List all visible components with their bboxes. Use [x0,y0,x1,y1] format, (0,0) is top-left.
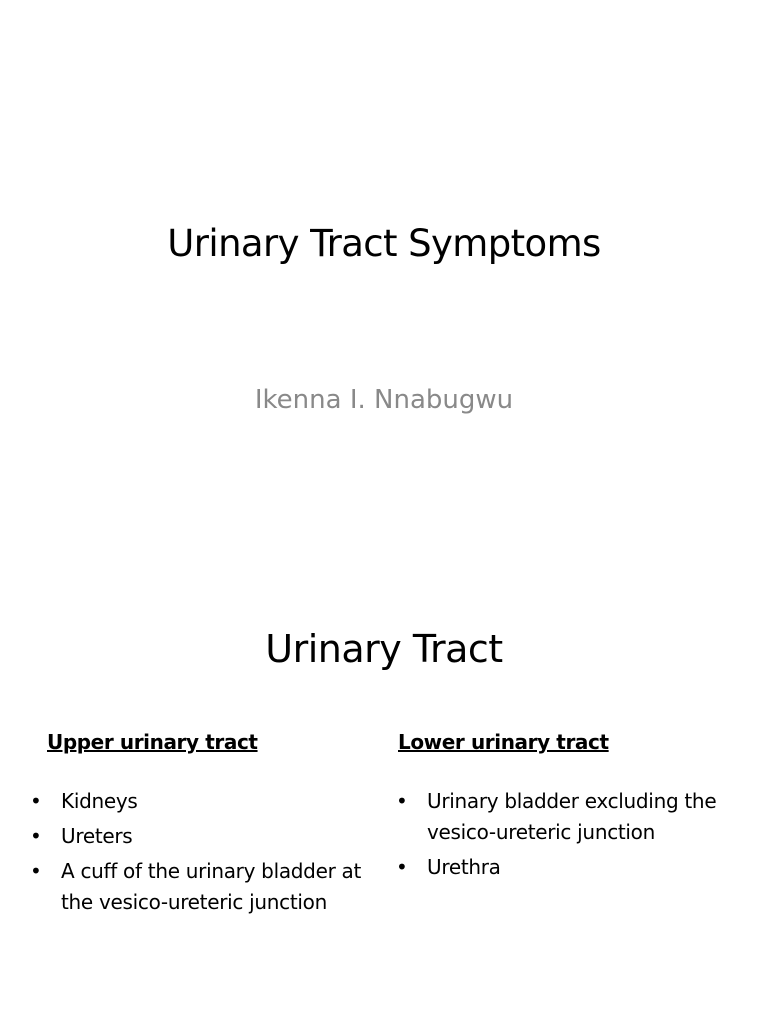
list-item [396,852,736,883]
list-item [396,786,736,848]
list-item [30,786,370,817]
author-name: Ikenna I. Nnabugwu [254,385,514,415]
list-item-text: Urinary bladder excluding the vesico-ureteric junction [427,789,717,844]
slide-heading: Urinary Tract [265,627,503,671]
upper-tract-list [30,786,370,922]
bullet-icon: • [396,855,408,879]
lower-tract-heading: Lower urinary tract [398,730,609,754]
bullet-icon: • [30,789,42,813]
bullet-icon: • [30,824,42,848]
list-item [30,821,370,852]
bullet-icon: • [30,859,42,883]
slide-urinary-tract [0,512,768,1024]
list-item-text: Urethra [427,855,501,879]
upper-tract-heading: Upper urinary tract [47,730,258,754]
list-item-text: Ureters [61,824,133,848]
lower-tract-list [396,786,736,887]
list-item-text: Kidneys [61,789,138,813]
bullet-icon: • [396,789,408,813]
presentation-title: Urinary Tract Symptoms [167,222,601,265]
list-item-text: A cuff of the urinary bladder at the vesico-ureteric junction [61,859,362,914]
list-item [30,856,370,918]
